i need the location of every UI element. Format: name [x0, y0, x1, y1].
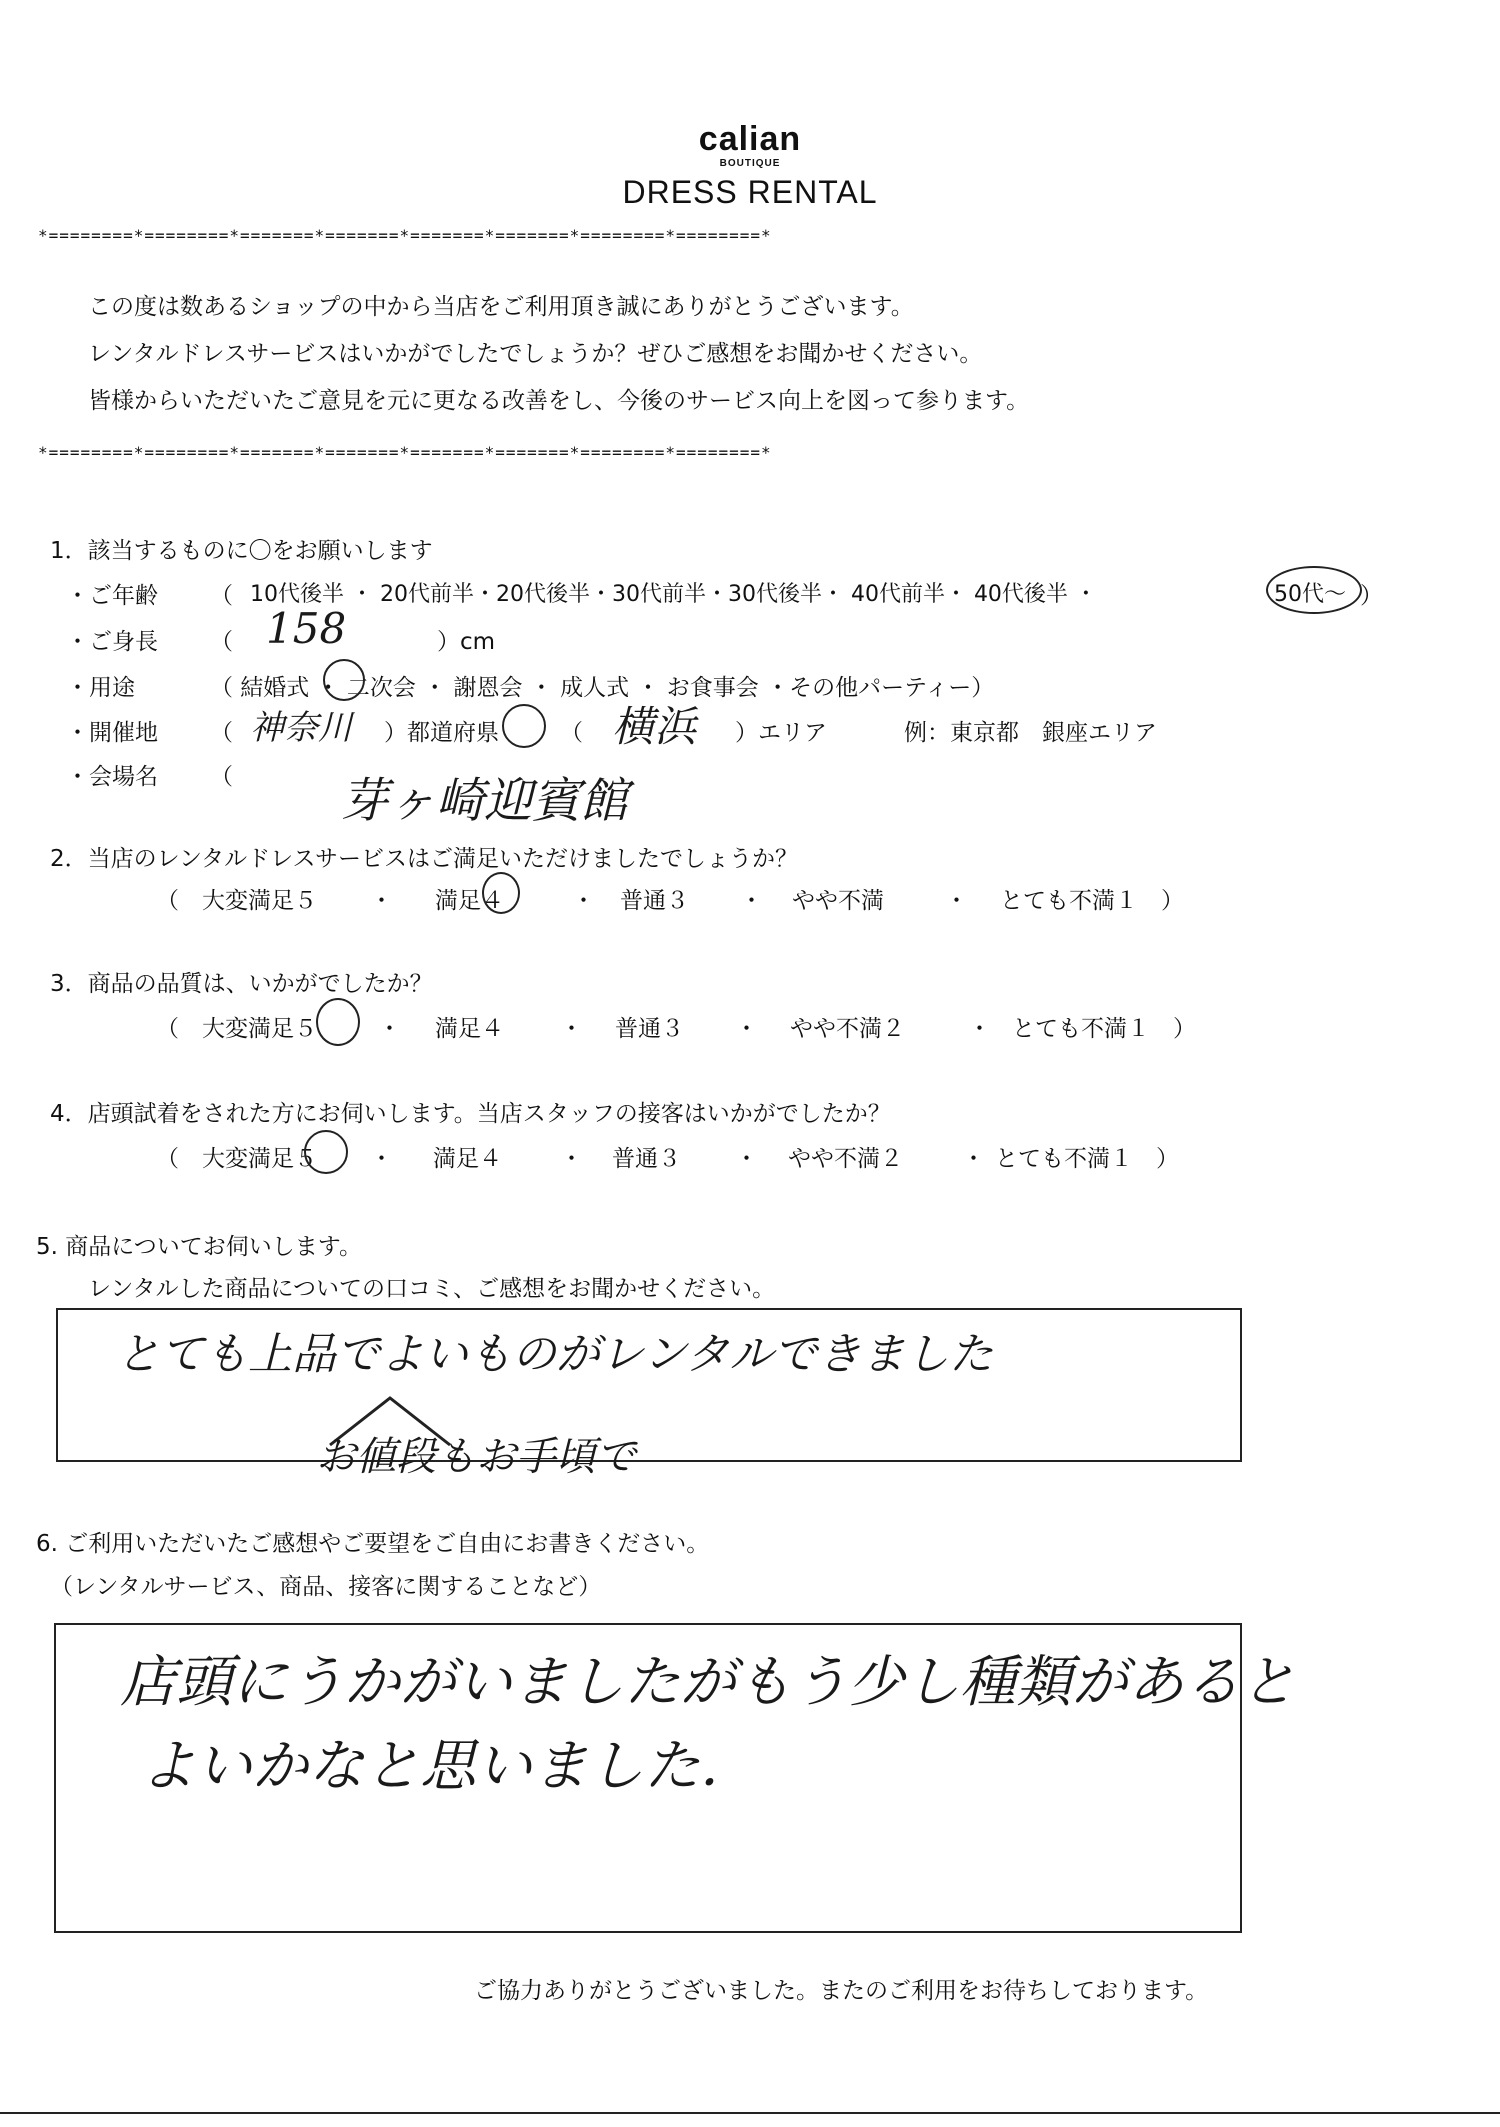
q2-option[interactable]: とても不満１ ）: [1000, 888, 1184, 914]
intro-line-3: 皆様からいただいたご意見を元に更なる改善をし、今後のサービス向上を図って参ります。: [88, 388, 1030, 414]
q3-separator: ・: [378, 1016, 401, 1042]
q6-answer-line1: 店頭にうかがいましたがもう少し種類があると: [120, 1650, 1296, 1715]
q1-location-label: ・開催地: [66, 720, 158, 746]
q3-separator: ・: [560, 1016, 583, 1042]
q5-answer-line1: とても上品でよいものがレンタルできました: [116, 1329, 994, 1380]
q1-height-paren: （: [210, 629, 233, 655]
q4-separator: ・: [370, 1146, 393, 1172]
q4-option[interactable]: やや不満２: [788, 1146, 903, 1172]
q3-option[interactable]: やや不満２: [790, 1016, 905, 1042]
q5-title: 5. 商品についてお伺いします。: [36, 1234, 362, 1260]
q3-title: 3．商品の品質は、いかがでしたか？: [50, 971, 433, 997]
q4-option[interactable]: 普通３: [612, 1146, 681, 1172]
selection-circle: [1266, 566, 1362, 614]
q3-option[interactable]: （ 大変満足５: [156, 1016, 317, 1042]
selection-circle: [304, 1130, 348, 1174]
q4-options: [0, 1140, 1500, 1172]
q6-title: 6. ご利用いただいたご感想やご要望をご自由にお書きください。: [36, 1531, 710, 1557]
q4-option[interactable]: 満足４: [433, 1146, 502, 1172]
q6-answer-line2: よいかなと思いました．: [140, 1734, 756, 1799]
q1-purpose-label: ・用途: [66, 675, 135, 701]
q2-separator: ・: [370, 888, 393, 914]
q4-option[interactable]: とても不満１ ）: [995, 1146, 1179, 1172]
selection-circle: [482, 872, 520, 914]
q2-option[interactable]: やや不満: [792, 888, 884, 914]
q4-title: 4．店頭試着をされた方にお伺いします。当店スタッフの接客はいかがでしたか？: [50, 1101, 891, 1127]
q3-separator: ・: [735, 1016, 758, 1042]
q6-subtitle: （レンタルサービス、商品、接客に関することなど）: [50, 1574, 602, 1600]
q1-prefecture-suffix: ）都道府県: [384, 720, 499, 746]
q3-option[interactable]: とても不満１ ）: [1012, 1016, 1196, 1042]
q4-separator: ・: [735, 1146, 758, 1172]
q3-option[interactable]: 普通３: [615, 1016, 684, 1042]
q1-age-paren-close: ）: [1360, 583, 1383, 609]
q1-purpose-options: （ 結婚式 ・ 二次会 ・ 謝恩会 ・ 成人式 ・ お食事会 ・その他パーティー）: [210, 675, 995, 701]
q4-option[interactable]: （ 大変満足５: [156, 1146, 317, 1172]
brand-logo-sub: BOUTIQUE: [719, 158, 781, 169]
selection-circle: [323, 659, 365, 701]
divider-top: *========*========*=======*=======*=======*=======*========*========*: [38, 226, 772, 245]
q2-option[interactable]: 満足４: [435, 888, 504, 914]
page-title: DRESS RENTAL: [622, 174, 878, 210]
q1-venue-label: ・会場名: [66, 764, 158, 790]
q2-option[interactable]: （ 大変満足５: [156, 888, 317, 914]
q1-title: 1．該当するものに〇をお願いします: [50, 538, 433, 564]
q3-options: [0, 1010, 1500, 1042]
brand-logo-name: calian: [698, 120, 802, 158]
q1-venue-paren: （: [210, 764, 233, 790]
q5-answer-insert: お値段もお手頃で: [316, 1434, 636, 1480]
q1-area-paren: （: [560, 720, 583, 746]
q4-separator: ・: [560, 1146, 583, 1172]
q2-options: [0, 882, 1500, 914]
q1-prefecture-value: 神奈川: [250, 708, 352, 748]
q1-age-selected: 50代〜: [1274, 582, 1346, 607]
q3-option[interactable]: 満足４: [435, 1016, 504, 1042]
divider-bottom: *========*========*=======*=======*=======*=======*========*========*: [38, 443, 772, 462]
selection-circle: [316, 998, 360, 1046]
q2-separator: ・: [572, 888, 595, 914]
q1-height-unit: ）cm: [437, 629, 496, 655]
q2-option[interactable]: 普通３: [620, 888, 689, 914]
q2-separator: ・: [740, 888, 763, 914]
footer-thanks: ご協力ありがとうございました。またのご利用をお待ちしております。: [474, 1978, 1209, 2004]
q1-location-paren: （: [210, 720, 233, 746]
q1-location-example: 例：東京都 銀座エリア: [904, 720, 1157, 746]
q1-age-label: ・ご年齢: [66, 583, 158, 609]
q1-area-value: 横浜: [612, 702, 697, 751]
intro-line-1: この度は数あるショップの中から当店をご利用頂き誠にありがとうございます。: [88, 294, 914, 320]
q1-height-label: ・ご身長: [66, 629, 158, 655]
q1-age-options: 10代後半 ・ 20代前半・20代後半・30代前半・30代後半・ 40代前半・ 40代後半 ・: [250, 582, 1097, 607]
q2-title: 2．当店のレンタルドレスサービスはご満足いただけましたでしょうか？: [50, 846, 798, 872]
q4-separator: ・: [962, 1146, 985, 1172]
intro-line-2: レンタルドレスサービスはいかがでしたでしょうか？ぜひご感想をお聞かせください。: [88, 341, 983, 367]
q1-area-suffix: ）エリア: [735, 720, 827, 746]
selection-circle: [502, 704, 546, 748]
q1-venue-value: 芽ヶ崎迎賓館: [340, 773, 629, 829]
q3-separator: ・: [968, 1016, 991, 1042]
q1-height-value: 158: [266, 604, 347, 653]
bottom-rule: [0, 2112, 1500, 2114]
q1-age-paren: （: [210, 583, 233, 609]
q2-separator: ・: [945, 888, 968, 914]
q5-subtitle: レンタルした商品についての口コミ、ご感想をお聞かせください。: [88, 1276, 776, 1302]
